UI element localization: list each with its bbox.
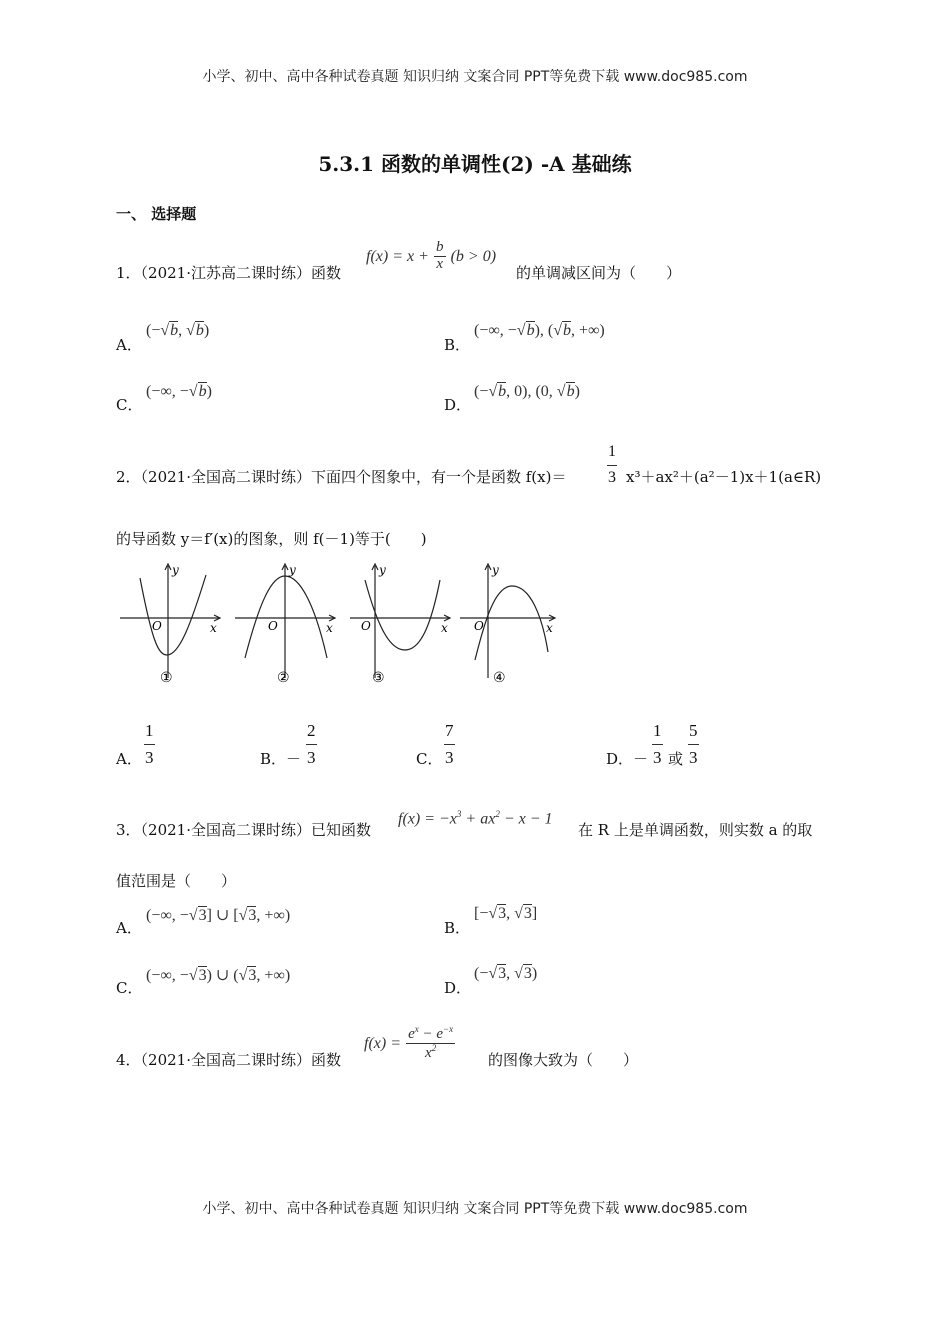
q1-option-c: C． [116, 396, 143, 414]
graph-4-label: ④ [493, 670, 506, 686]
q1-option-d-math: (−√b, 0), (0, √b) [474, 383, 580, 400]
q2-graphs [110, 560, 570, 690]
q3-formula: $f(x) = -x^3 + ax^2 - x - 1$ [398, 809, 553, 828]
q1-number: 1． [116, 264, 141, 282]
q3-option-d-math: (−√3, √3) [474, 965, 538, 982]
q2-option-c-frac: $\frac{7}{3}$ [444, 718, 455, 772]
page-title: 5.3.1 函数的单调性(2) -A 基础练 [318, 152, 632, 176]
graph-2-origin: O [268, 619, 278, 633]
graph-1-label: ① [160, 670, 173, 686]
q2-option-b: B．－ [260, 750, 302, 768]
page-header: 小学、初中、高中各种试卷真题 知识归纳 文案合同 PPT等免费下载 www.doc985.com [202, 69, 748, 85]
q1-option-c-math: (−∞, −√b) [146, 383, 212, 400]
q3-option-b-math: [−√3, √3] [474, 905, 538, 922]
q4-formula: f(x) = $\frac{e^x - e^{-x}}{x^2}$ [364, 1024, 454, 1061]
q3-option-a: A． [116, 919, 142, 937]
q3-tail: 在 R 上是单调函数，则实数 a 的取 [578, 821, 813, 839]
q1-option-d: D． [444, 396, 472, 414]
q2-option-a-frac: $\frac{1}{3}$ [144, 718, 155, 772]
q3-line2: 值范围是（ ） [116, 872, 237, 890]
graph-3-y-label: y [379, 563, 386, 577]
graph-1-y-label: y [172, 563, 179, 577]
q2-option-d: D．－ [606, 750, 649, 768]
graph-2-label: ② [277, 670, 290, 686]
q2-option-d-or: 或 [668, 750, 684, 768]
question-1 [116, 262, 341, 283]
q1-option-b-math: (−∞, −√b), (√b, +∞) [474, 322, 605, 339]
graph-2-x-label: x [326, 621, 333, 635]
q2-option-b-frac: $\frac{2}{3}$ [306, 718, 317, 772]
graph-3-origin: O [361, 619, 371, 633]
graph-3-label: ③ [372, 670, 385, 686]
graph-1 [120, 564, 220, 678]
q1-option-a: A． [116, 336, 142, 354]
graph-1-x-label: x [210, 621, 217, 635]
q1-source: （2021·江苏高二课时练）函数 [140, 264, 341, 282]
q1-tail: 的单调减区间为（ ） [516, 264, 682, 282]
question-2: 2．（2021·全国高二课时练）下面四个图象中，有一个是函数 f(x)＝ [116, 468, 567, 486]
q2-option-c: C． [416, 750, 443, 768]
graph-2 [235, 564, 335, 678]
q2-formula-rest: x³＋ax²＋(a²－1)x＋1(a∈R) [626, 468, 822, 486]
section-heading: 一、 选择题 [116, 205, 197, 223]
graph-1-origin: O [152, 619, 162, 633]
q2-line2: 的导函数 y＝f′(x)的图象，则 f(－1)等于( ) [116, 530, 427, 548]
q2-fraction: $\frac{1}{3}$ [607, 440, 617, 491]
graph-3-x-label: x [441, 621, 448, 635]
question-4: 4．（2021·全国高二课时练）函数 [116, 1051, 341, 1069]
graph-4-y-label: y [492, 563, 499, 577]
graph-2-y-label: y [289, 563, 296, 577]
q3-option-b: B． [444, 919, 471, 937]
q2-option-d-frac2: $\frac{5}{3}$ [688, 718, 699, 772]
question-3: 3．（2021·全国高二课时练）已知函数 [116, 821, 371, 839]
q1-formula: f(x) = x + $\frac{b}{x}$ (b > 0) [366, 239, 497, 272]
graph-4-origin: O [474, 619, 484, 633]
graph-4-x-label: x [546, 621, 553, 635]
q3-option-d: D． [444, 979, 472, 997]
q1-option-a-math: (−√b, √b) [146, 322, 210, 339]
q2-option-a: A． [116, 750, 142, 768]
q3-option-a-math: (−∞, −√3] ∪ [√3, +∞) [146, 907, 291, 924]
q1-option-b: B． [444, 336, 471, 354]
q4-tail: 的图像大致为（ ） [488, 1051, 639, 1069]
q3-option-c-math: (−∞, −√3) ∪ (√3, +∞) [146, 967, 291, 984]
q3-option-c: C． [116, 979, 143, 997]
page-footer: 小学、初中、高中各种试卷真题 知识归纳 文案合同 PPT等免费下载 www.doc985.com [202, 1201, 748, 1217]
q2-option-d-frac1: $\frac{1}{3}$ [652, 718, 663, 772]
